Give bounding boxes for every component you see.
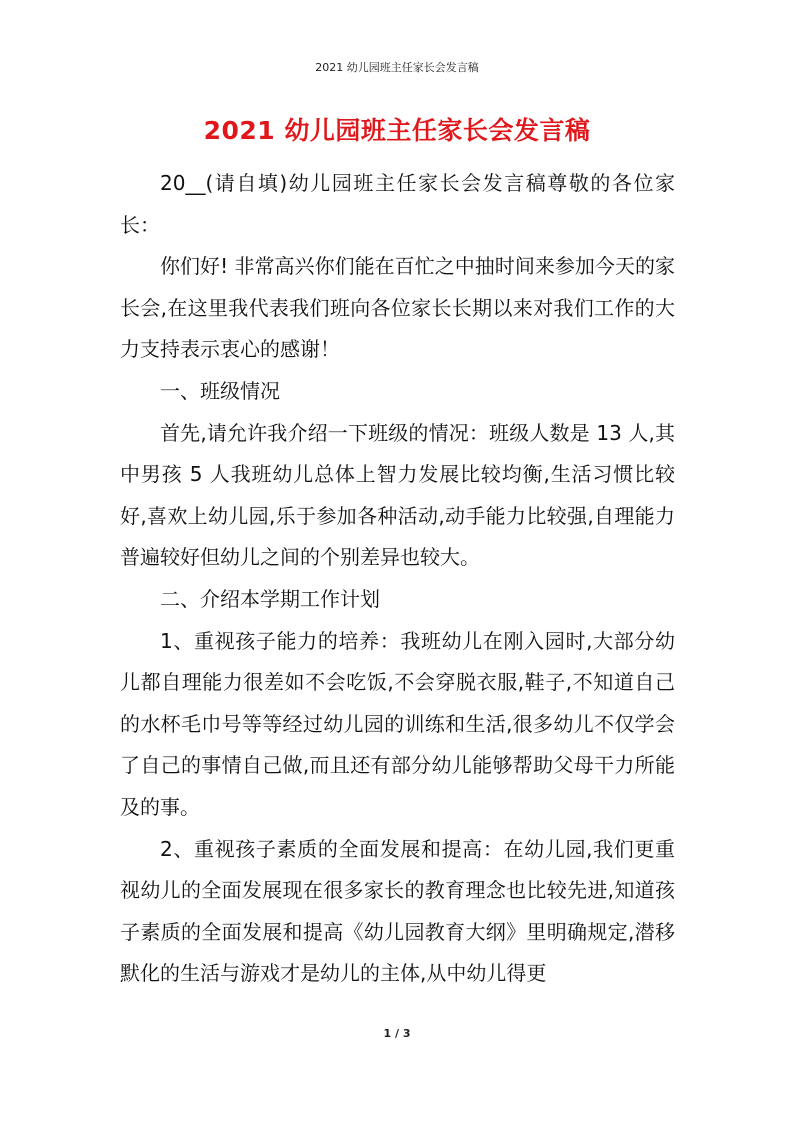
section-heading-work-plan: 二、介绍本学期工作计划 (160, 586, 380, 611)
paragraph-class-situation: 首先,请允许我介绍一下班级的情况：班级人数是 13 人,其中男孩 5 人我班幼儿总体上智力发展比较均衡,生活习惯比较好,喜欢上幼儿园,乐于参加各种活动,动手能力比较强,自理能力普遍较好但幼儿之间的个别差异也较大。 (120, 420, 675, 570)
paragraph-salutation: 20__(请自填)幼儿园班主任家长会发言稿尊敬的各位家长： (120, 171, 675, 237)
running-header: 2021 幼儿园班主任家长会发言稿 (315, 61, 479, 74)
document-body (120, 163, 675, 995)
section-heading-class-situation: 一、班级情况 (160, 378, 280, 403)
paragraph-all-round-development: 2、重视孩子素质的全面发展和提高：在幼儿园,我们更重视幼儿的全面发展现在很多家长的教育理念也比较先进,知道孩子素质的全面发展和提高《幼儿园教育大纲》里明确规定,潜移默化的生活与游戏才是幼儿的主体,从中幼儿得更 (120, 836, 675, 986)
paragraph-ability-training: 1、重视孩子能力的培养：我班幼儿在刚入园时,大部分幼儿都自理能力很差如不会吃饭,不会穿脱衣服,鞋子,不知道自己的水杯毛巾号等等经过幼儿园的训练和生活,很多幼儿不仅学会了自己的事情自己做,而且还有部分幼儿能够帮助父母干力所能及的事。 (120, 628, 675, 819)
paragraph-greeting: 你们好! 非常高兴你们能在百忙之中抽时间来参加今天的家长会,在这里我代表我们班向各位家长长期以来对我们工作的大力支持表示衷心的感谢！ (120, 254, 675, 362)
document-title: 2021 幼儿园班主任家长会发言稿 (203, 116, 591, 145)
page-number: 1 / 3 (383, 1027, 411, 1040)
